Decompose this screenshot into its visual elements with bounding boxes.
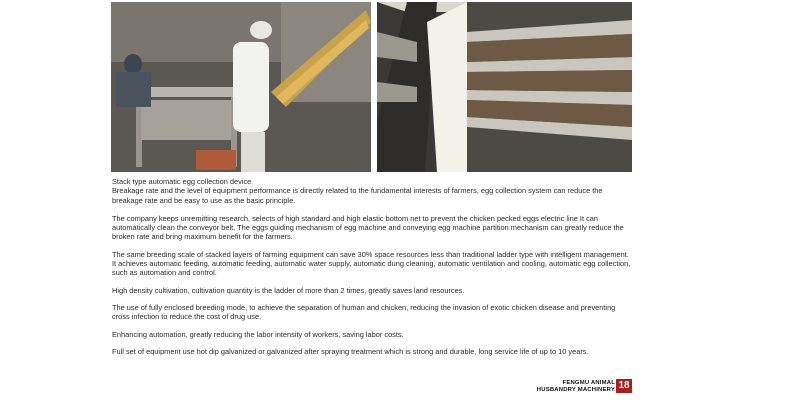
- paragraph: Enhancing automation, greatly reducing the labor intensity of workers, saving labor costs.: [112, 329, 404, 339]
- paragraph: High density cultivation, cultivation quantity is the ladder of more than 2 times, greatly saves land resources.: [112, 285, 465, 295]
- paragraph: The company keeps unremitting research, selects of high standard and high elastic bottom net to prevent the chicken pecked eggs electric line It can automatically clean the conveyor belt. The eggs guiding mechanism of egg machine and conveying egg machine partition mechanism can greatly reduce the broken rate and bring maximum benefit for the farmers.: [112, 213, 624, 242]
- paragraph: Breakage rate and the level of equipment performance is directly related to the fundamental interests of farmers, egg collection system can reduce the breakage rate and be easy to use as the basic principle.: [112, 186, 603, 205]
- body-text: [112, 177, 632, 364]
- paragraph: Full set of equipment use hot dip galvanized or galvanized after spraying treatment which is strong and durable, long service life of up to 10 years.: [112, 346, 589, 356]
- photo-caption: Stack type automatic egg collection device: [112, 177, 252, 186]
- company-name: [537, 380, 615, 395]
- egg-collection-device-photo: [111, 2, 371, 172]
- company-name-line1: FENGMU ANIMAL: [562, 380, 615, 386]
- page-number: 18: [616, 379, 632, 393]
- paragraph: The same breeding scale of stacked layers of farming equipment can save 30% space resources less than traditional ladder type with intelligent management. It achieves automatic feeding, automatic feeding, automatic water supply, automatic dung cleaning, automatic ventilation and cooling, automatic egg collection, such as automation and control.: [112, 249, 631, 278]
- paragraph: The use of fully enclosed breeding mode, to achieve the separation of human and chicken, reducing the invasion of exotic chicken disease and preventing cross infection to reduce the cost of drug use.: [112, 302, 616, 322]
- company-name-line2: HUSBANDRY MACHINERY: [536, 387, 615, 394]
- page-footer: [530, 379, 632, 395]
- stacked-cage-house-photo: [377, 2, 632, 172]
